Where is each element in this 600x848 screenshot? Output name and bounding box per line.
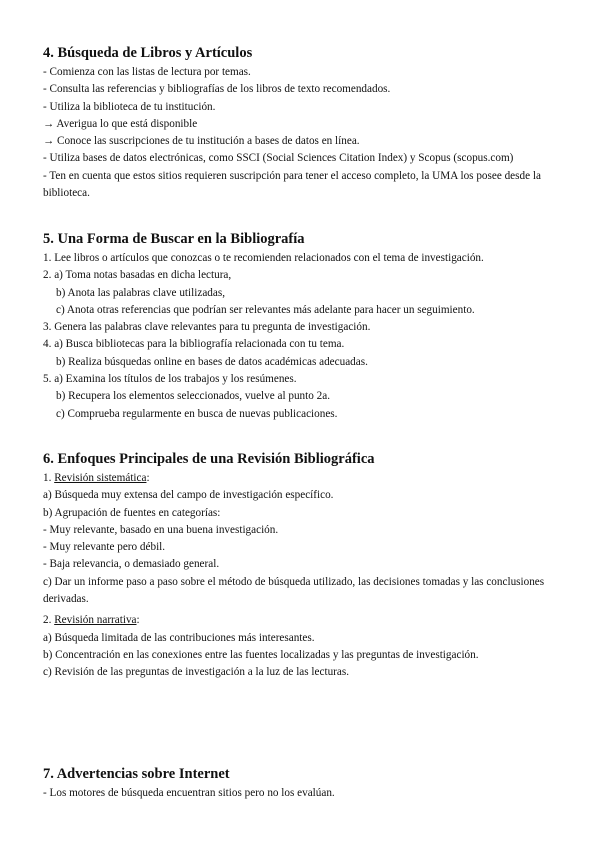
s4-line: - Consulta las referencias y bibliografías de los libros de texto recomendados. bbox=[43, 83, 391, 96]
narrative-review-label: Revisión narrativa bbox=[54, 614, 137, 627]
section-5 bbox=[43, 230, 560, 423]
s6-line: b) Agrupación de fuentes en categorías: bbox=[43, 506, 221, 519]
s5-line: 5. a) Examina los títulos de los trabajos y los resúmenes. bbox=[43, 373, 297, 386]
section-6-heading: 6. Enfoques Principales de una Revisión Bibliográfica bbox=[43, 451, 375, 467]
s6-line: - Muy relevante pero débil. bbox=[43, 541, 166, 554]
section-7-heading: 7. Advertencias sobre Internet bbox=[43, 766, 230, 782]
s5-line: b) Anota las palabras clave utilizadas, bbox=[56, 286, 225, 299]
s6-line: - Baja relevancia, o demasiado general. bbox=[43, 558, 220, 571]
systematic-review-heading bbox=[43, 470, 560, 487]
narrative-review-colon: : bbox=[136, 614, 140, 627]
section-6 bbox=[43, 450, 560, 682]
s6-line: a) Búsqueda muy extensa del campo de investigación específico. bbox=[43, 489, 334, 502]
s6-line: c) Dar un informe paso a paso sobre el método de búsqueda utilizado, las decisiones tomadas y las conclusiones derivadas. bbox=[43, 575, 545, 606]
s5-line: 2. a) Toma notas basadas en dicha lectura, bbox=[43, 269, 232, 282]
section-4 bbox=[43, 44, 560, 202]
narrative-review-heading bbox=[43, 612, 560, 629]
systematic-review-label: Revisión sistemática bbox=[54, 472, 147, 484]
s4-line: - Comienza con las listas de lectura por temas. bbox=[43, 66, 251, 78]
section-7 bbox=[43, 765, 560, 802]
systematic-review-number: 1. bbox=[43, 472, 55, 484]
s6-line: c) Revisión de las preguntas de investigación a la luz de las lecturas. bbox=[43, 666, 350, 679]
s7-line: - Los motores de búsqueda encuentran sitios pero no los evalúan. bbox=[43, 787, 335, 799]
s6-line: b) Concentración en las conexiones entre las fuentes localizadas y las preguntas de investigación. bbox=[43, 648, 479, 661]
s4-line: → Averigua lo que está disponible bbox=[43, 117, 198, 130]
s4-line: - Ten en cuenta que estos sitios requieren suscripción para tener el acceso completo, la UMA los posee desde la biblioteca. bbox=[43, 169, 541, 200]
s4-line: → Conoce las suscripciones de tu institución a bases de datos en línea. bbox=[43, 135, 360, 148]
s4-line: - Utiliza bases de datos electrónicas, como SSCI (Social Sciences Citation Index) y Scopus (scopus.com) bbox=[43, 152, 514, 165]
s5-line: c) Anota otras referencias que podrían ser relevantes más adelante para hacer un seguimiento. bbox=[56, 303, 475, 316]
systematic-review-colon: : bbox=[146, 472, 150, 484]
s5-line: c) Comprueba regularmente en busca de nuevas publicaciones. bbox=[56, 407, 338, 420]
s5-line: b) Recupera los elementos seleccionados, vuelve al punto 2a. bbox=[56, 390, 331, 403]
section-5-heading: 5. Una Forma de Buscar en la Bibliografía bbox=[43, 231, 305, 247]
section-4-heading: 4. Búsqueda de Libros y Artículos bbox=[43, 45, 253, 61]
s6-line: a) Búsqueda limitada de las contribuciones más interesantes. bbox=[43, 631, 315, 644]
s4-line: - Utiliza la biblioteca de tu institución. bbox=[43, 100, 216, 113]
s6-line: - Muy relevante, basado en una buena investigación. bbox=[43, 523, 279, 536]
s5-line: 1. Lee libros o artículos que conozcas o te recomienden relacionados con el tema de investigación. bbox=[43, 252, 484, 264]
narrative-review-number: 2. bbox=[43, 614, 55, 627]
s5-line: 4. a) Busca bibliotecas para la bibliografía relacionada con tu tema. bbox=[43, 338, 345, 351]
s5-line: b) Realiza búsquedas online en bases de datos académicas adecuadas. bbox=[56, 355, 368, 368]
s5-line: 3. Genera las palabras clave relevantes para tu pregunta de investigación. bbox=[43, 321, 371, 334]
